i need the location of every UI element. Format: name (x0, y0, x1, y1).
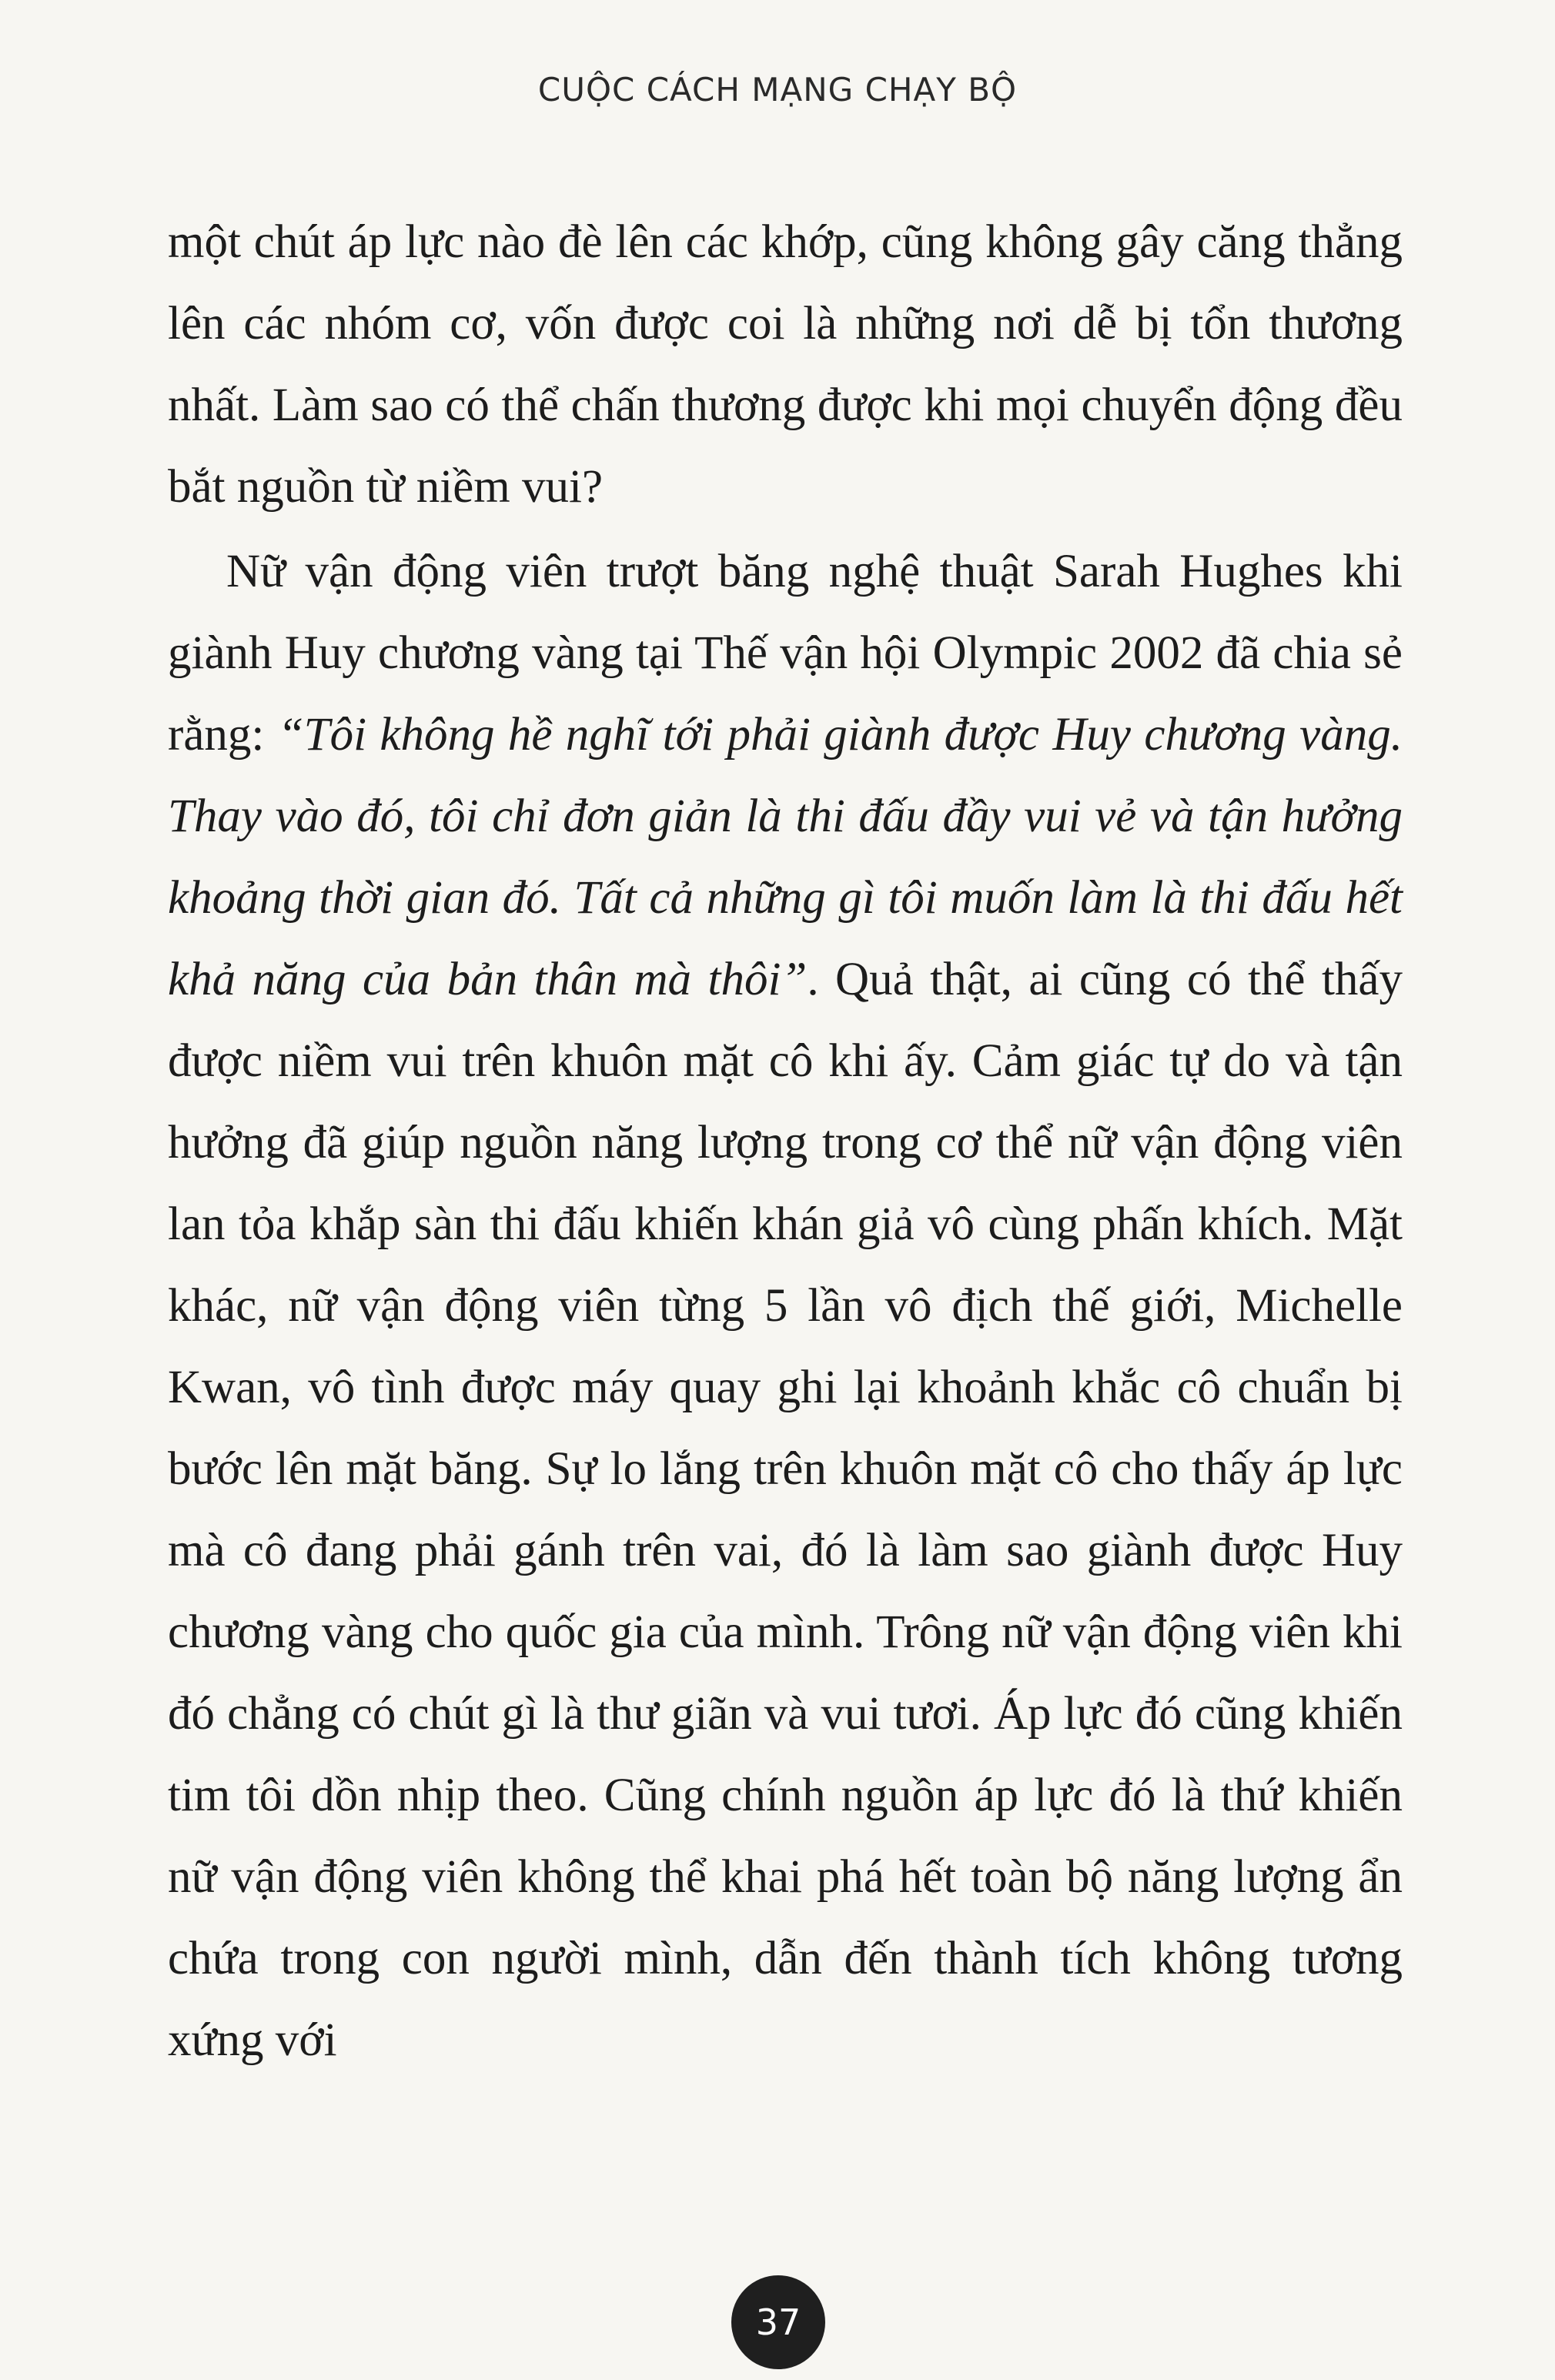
page-number: 37 (731, 2275, 825, 2369)
running-header: CUỘC CÁCH MẠNG CHẠY BỘ (537, 71, 1018, 109)
body-text (168, 202, 1403, 2081)
paragraph-2 (168, 531, 1403, 2081)
paragraph-2-rest: . Quả thật, ai cũng có thể thấy được niềm vui trên khuôn mặt cô khi ấy. Cảm giác tự do và tận hưởng đã giúp nguồn năng lượng trong cơ thể nữ vận động viên lan tỏa khắp sàn thi đấu khiến khán giả vô cùng phấn khích. Mặt khác, nữ vận động viên từng 5 lần vô địch thế giới, Michelle Kwan, vô tình được máy quay ghi lại khoảnh khắc cô chuẩn bị bước lên mặt băng. Sự lo lắng trên khuôn mặt cô cho thấy áp lực mà cô đang phải gánh trên vai, đó là làm sao giành được Huy chương vàng cho quốc gia của mình. Trông nữ vận động viên khi đó chẳng có chút gì là thư giãn và vui tươi. Áp lực đó cũng khiến tim tôi dồn nhịp theo. Cũng chính nguồn áp lực đó là thứ khiến nữ vận động viên không thể khai phá hết toàn bộ năng lượng ẩn chứa trong con người mình, dẫn đến thành tích không tương xứng với (168, 954, 1403, 2066)
paragraph-1: một chút áp lực nào đè lên các khớp, cũng không gây căng thẳng lên các nhóm cơ, vốn được coi là những nơi dễ bị tổn thương nhất. Làm sao có thể chấn thương được khi mọi chuyển động đều bắt nguồn từ niềm vui? (168, 216, 1403, 513)
paragraph-2-intro: Nữ vận động viên trượt băng nghệ thuật Sarah Hughes khi giành Huy chương vàng tại Thế vận hội Olympic 2002 đã chia sẻ rằng: (168, 546, 1403, 760)
quote-sarah-hughes: “Tôi không hề nghĩ tới phải giành được Huy chương vàng. Thay vào đó, tôi chỉ đơn giản là thi đấu đầy vui vẻ và tận hưởng khoảng thời gian đó. Tất cả những gì tôi muốn làm là thi đấu hết khả năng của bản thân mà thôi” (168, 709, 1403, 1005)
